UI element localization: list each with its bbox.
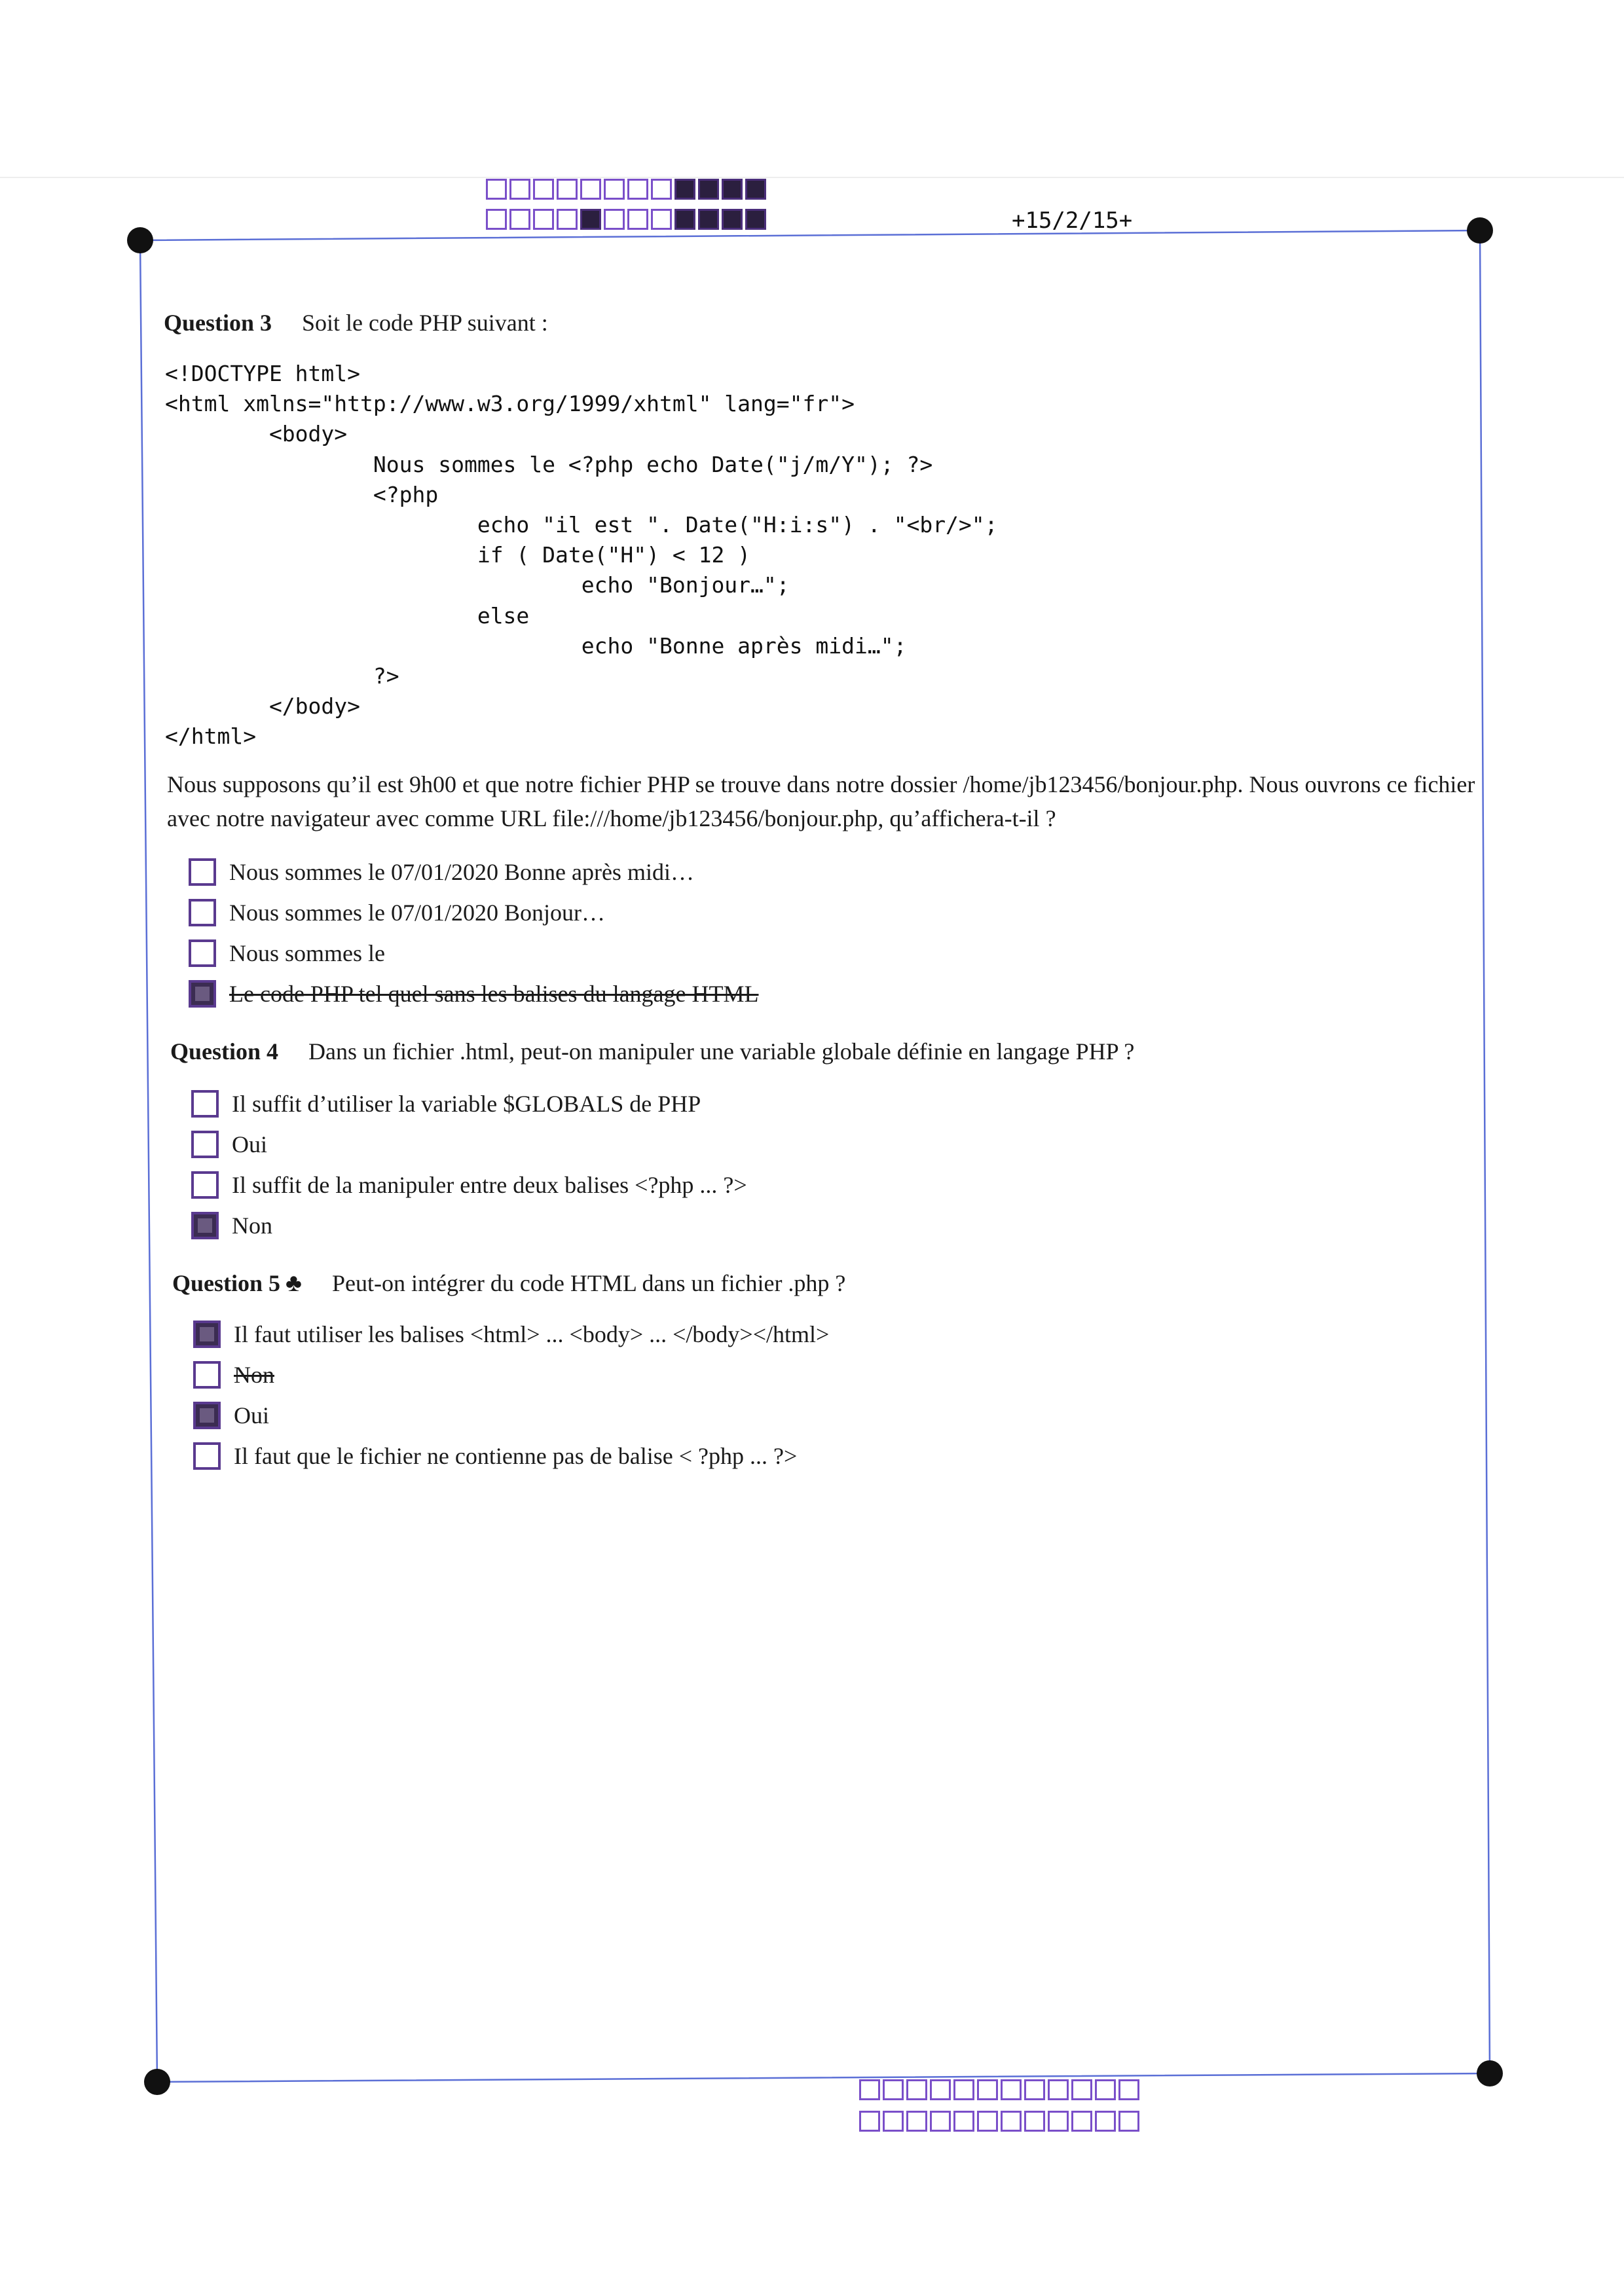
q3-option-label: Le code PHP tel quel sans les balises du langage HTML [229,981,759,1007]
code-cell [745,179,766,200]
code-cell [533,209,554,230]
code-cell [1118,2079,1139,2100]
corner-mark-top-left [127,227,153,253]
question-3-paragraph: Nous supposons qu’il est 9h00 et que notre fichier PHP se trouve dans notre dossier /home/jb123456/bonjour.php. Nous ouvrons ce fichier avec notre navigateur avec comme URL file:///home/jb123456/bonjour.php, qu’affichera-t-il ? [167,771,1475,831]
q5-option-label: Il faut utiliser les balises <html> ... <body> ... </body></html> [234,1321,830,1347]
code-cell [486,209,507,230]
question-3-text: Soit le code PHP suivant : [302,310,548,336]
code-cell [930,2079,951,2100]
q4-option-label: Il suffit d’utiliser la variable $GLOBALS de PHP [232,1091,701,1117]
corner-mark-top-right [1467,217,1493,244]
code-cell [580,209,601,230]
code-cell [1095,2079,1116,2100]
q4-option[interactable] [191,1209,272,1243]
q4-option-checkbox[interactable] [191,1131,219,1158]
code-cell [651,179,672,200]
code-cell [1001,2079,1022,2100]
code-cell [1048,2079,1069,2100]
code-cell [1024,2079,1045,2100]
code-cell [486,179,507,200]
php-code-block: <!DOCTYPE html> <html xmlns="http://www.w3.org/1999/xhtml" lang="fr"> <body> Nous sommes le <?php echo Date("j/m/Y"); ?> <?php echo "il est ". Date("H:i:s") . "<br/>"; if ( Date("H") < 12 ) echo "Bonjour…"; else echo "Bonne après midi…"; ?> </body> </html> [165,361,998,750]
bottom-code-row-1 [859,2079,1142,2103]
q4-option-checkbox[interactable] [191,1090,219,1118]
corner-mark-bottom-left [144,2069,170,2095]
page-number: +15/2/15+ [1012,208,1133,234]
corner-mark-bottom-right [1477,2060,1503,2086]
code-cell [580,179,601,200]
q3-option-checkbox[interactable] [189,939,216,967]
question-4-label: Question 4 [170,1038,279,1065]
club-icon: ♣ [286,1269,302,1297]
code-cell [509,179,530,200]
q5-option-checkbox[interactable] [193,1321,221,1348]
code-cell [1071,2079,1092,2100]
q5-option[interactable] [193,1358,274,1392]
code-cell [1001,2111,1022,2132]
code-cell [557,179,578,200]
bottom-code-row-2 [859,2111,1142,2134]
code-cell [906,2111,927,2132]
q3-option-label: Nous sommes le 07/01/2020 Bonjour… [229,900,605,926]
q5-option-label: Oui [234,1402,269,1429]
q5-option-checkbox[interactable] [193,1402,221,1429]
question-4-title [170,1038,1134,1065]
q4-option-label: Non [232,1212,272,1239]
code-cell [533,179,554,200]
code-cell [930,2111,951,2132]
code-cell [1118,2111,1139,2132]
code-cell [722,209,743,230]
code-cell [627,179,648,200]
question-3-title [164,309,548,337]
code-cell [883,2111,904,2132]
q5-option[interactable] [193,1439,797,1473]
code-cell [1071,2111,1092,2132]
q3-option-checkbox[interactable] [189,899,216,926]
code-cell [674,209,695,230]
q3-option-checkbox[interactable] [189,980,216,1008]
code-cell [1095,2111,1116,2132]
code-cell [604,209,625,230]
code-cell [953,2111,974,2132]
q3-option[interactable] [189,936,385,970]
q3-option[interactable] [189,977,759,1011]
code-cell [977,2111,998,2132]
q3-option-label: Nous sommes le [229,940,385,966]
code-cell [651,209,672,230]
top-code-row-1 [486,179,769,202]
question-5-label-text: Question 5 [172,1270,281,1296]
q4-option-checkbox[interactable] [191,1171,219,1199]
code-cell [906,2079,927,2100]
code-cell [674,179,695,200]
code-cell [953,2079,974,2100]
code-cell [509,209,530,230]
code-cell [627,209,648,230]
q5-option-checkbox[interactable] [193,1442,221,1470]
question-5-title [172,1269,845,1298]
code-cell [604,179,625,200]
q4-option-label: Oui [232,1131,267,1157]
code-cell [722,179,743,200]
q4-option[interactable] [191,1087,701,1121]
q4-option[interactable] [191,1127,267,1161]
code-cell [977,2079,998,2100]
code-cell [859,2111,880,2132]
q4-option-label: Il suffit de la manipuler entre deux balises <?php ... ?> [232,1172,747,1198]
question-5-label [172,1270,302,1296]
q3-option[interactable] [189,896,605,930]
question-5-text: Peut-on intégrer du code HTML dans un fichier .php ? [331,1270,846,1296]
question-3-label: Question 3 [164,310,272,336]
q5-option-label: Il faut que le fichier ne contienne pas de balise < ?php ... ?> [234,1443,798,1469]
code-cell [698,209,719,230]
code-cell [1024,2111,1045,2132]
code-cell [745,209,766,230]
top-code-row-2 [486,209,769,232]
question-4-text: Dans un fichier .html, peut-on manipuler une variable globale définie en langage PHP ? [308,1038,1135,1065]
q5-option[interactable] [193,1317,829,1351]
q4-option[interactable] [191,1168,747,1202]
q3-option-checkbox[interactable] [189,858,216,886]
q3-option-label: Nous sommes le 07/01/2020 Bonne après midi… [229,859,694,885]
code-cell [883,2079,904,2100]
code-cell [557,209,578,230]
q3-option[interactable] [189,855,694,889]
q4-option-checkbox[interactable] [191,1212,219,1239]
code-cell [1048,2111,1069,2132]
q5-option-label: Non [234,1362,274,1388]
code-cell [698,179,719,200]
q5-option-checkbox[interactable] [193,1361,221,1389]
code-cell [859,2079,880,2100]
q5-option[interactable] [193,1398,269,1432]
